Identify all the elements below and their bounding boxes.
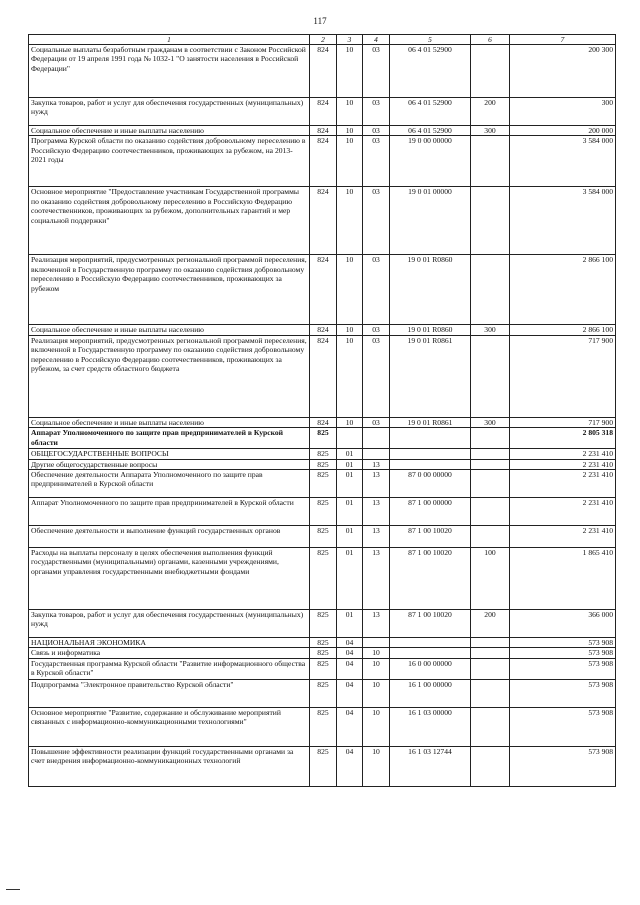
cell-sum: 200 000 [510,126,616,136]
cell-rz: 10 [337,187,363,255]
cell-gr: 824 [310,335,337,417]
cell-sum: 2 231 410 [510,459,616,469]
table-row [29,449,616,459]
cell-pr: 10 [363,746,390,786]
cell-csr: 87 1 00 10020 [390,548,471,610]
header-col-name: 1 [29,35,310,45]
cell-sum: 717 900 [510,417,616,427]
cell-csr: 19 0 01 R0861 [390,335,471,417]
cell-pr: 10 [363,658,390,679]
table-row [29,679,616,707]
table-row [29,459,616,469]
cell-rz: 10 [337,255,363,325]
cell-name: Аппарат Уполномоченного по защите прав предпринимателей в Курской области [29,498,310,526]
cell-gr: 824 [310,136,337,187]
cell-name: Аппарат Уполномоченного по защите прав предпринимателей в Курской области [29,428,310,449]
cell-rz: 10 [337,126,363,136]
table-row [29,610,616,638]
cell-pr: 10 [363,707,390,746]
cell-gr: 825 [310,638,337,648]
table-row [29,498,616,526]
cell-pr: 03 [363,417,390,427]
cell-name: Государственная программа Курской области "Развитие информационного общества в Курской области" [29,658,310,679]
cell-csr: 87 0 00 00000 [390,470,471,498]
cell-csr: 16 1 03 12744 [390,746,471,786]
cell-gr: 824 [310,126,337,136]
cell-vr [471,707,510,746]
table-row [29,638,616,648]
cell-vr [471,498,510,526]
cell-sum: 300 [510,98,616,126]
table-row [29,417,616,427]
cell-vr [471,449,510,459]
cell-name: Реализация мероприятий, предусмотренных региональной программой переселения, включенной в Государственную программу по оказанию содействия добровольному переселению в Российскую Федерацию соотечественников, проживающих за рубежом [29,255,310,325]
cell-name: Связь и информатика [29,648,310,658]
cell-vr [471,746,510,786]
cell-rz: 01 [337,449,363,459]
table-row [29,335,616,417]
cell-rz: 10 [337,136,363,187]
cell-vr [471,470,510,498]
cell-csr: 16 1 03 00000 [390,707,471,746]
cell-gr: 825 [310,746,337,786]
cell-pr: 10 [363,648,390,658]
cell-pr [363,449,390,459]
cell-rz: 10 [337,98,363,126]
cell-name: Программа Курской области по оказанию содействия добровольному переселению в Российскую Федерацию соотечественников, проживающих за рубежом, на 2013-2021 годы [29,136,310,187]
cell-name: ОБЩЕГОСУДАРСТВЕННЫЕ ВОПРОСЫ [29,449,310,459]
table-row [29,255,616,325]
cell-csr: 87 1 00 10020 [390,526,471,548]
cell-vr: 100 [471,548,510,610]
cell-sum: 200 300 [510,45,616,98]
cell-rz [337,428,363,449]
cell-sum: 573 908 [510,707,616,746]
cell-rz: 01 [337,470,363,498]
cell-name: Реализация мероприятий, предусмотренных региональной программой переселения, включенной в Государственную программу по оказанию содействия добровольному переселению в Российскую Федерацию соотечественников, проживающих за рубежом, за счет средств областного бюджета [29,335,310,417]
cell-csr: 19 0 01 R0860 [390,255,471,325]
cell-vr [471,335,510,417]
cell-sum: 573 908 [510,679,616,707]
cell-name: Социальные выплаты безработным гражданам в соответствии с Законом Российской Федерации от 19 апреля 1991 года № 1032-1 "О занятости населения в Российской Федерации" [29,45,310,98]
cell-gr: 824 [310,255,337,325]
cell-rz: 04 [337,648,363,658]
cell-pr: 03 [363,187,390,255]
cell-pr: 13 [363,470,390,498]
cell-gr: 824 [310,187,337,255]
cell-sum: 2 866 100 [510,255,616,325]
table-row [29,45,616,98]
cell-rz: 10 [337,45,363,98]
header-col-vr: 6 [471,35,510,45]
header-col-sum: 7 [510,35,616,45]
scan-mark [6,889,20,890]
cell-name: Повышение эффективности реализации функций государственными органами за счет внедрения информационно-коммуникационных технологий [29,746,310,786]
cell-sum: 2 231 410 [510,526,616,548]
cell-sum: 2 231 410 [510,449,616,459]
cell-name: НАЦИОНАЛЬНАЯ ЭКОНОМИКА [29,638,310,648]
cell-pr: 13 [363,459,390,469]
table-row [29,648,616,658]
cell-name: Основное мероприятие "Развитие, содержание и обслуживание мероприятий связанных с информационно-коммуникационными технологиями" [29,707,310,746]
cell-rz: 04 [337,658,363,679]
cell-vr [471,459,510,469]
cell-csr [390,459,471,469]
cell-gr: 825 [310,428,337,449]
cell-gr: 825 [310,707,337,746]
page-number: 117 [313,16,327,26]
cell-name: Основное мероприятие "Предоставление участникам Государственной программы по оказанию содействия добровольному переселению в Российскую Федерацию соотечественников, проживающих за рубежом, дополнительных гарантий и мер социальной поддержки" [29,187,310,255]
cell-name: Обеспечение деятельности и выполнение функций государственных органов [29,526,310,548]
cell-rz: 04 [337,638,363,648]
cell-sum: 573 908 [510,658,616,679]
cell-sum: 1 865 410 [510,548,616,610]
cell-name: Другие общегосударственные вопросы [29,459,310,469]
cell-pr: 03 [363,325,390,335]
cell-gr: 825 [310,459,337,469]
table-row [29,470,616,498]
cell-vr: 200 [471,98,510,126]
cell-pr: 13 [363,526,390,548]
cell-rz: 01 [337,548,363,610]
cell-csr: 87 1 00 00000 [390,498,471,526]
header-col-pr: 4 [363,35,390,45]
budget-table [28,34,616,787]
header-col-csr: 5 [390,35,471,45]
cell-name: Закупка товаров, работ и услуг для обеспечения государственных (муниципальных) нужд [29,610,310,638]
cell-gr: 825 [310,658,337,679]
cell-name: Расходы на выплаты персоналу в целях обеспечения выполнения функций государственными (муниципальными) органами, казенными учреждениями, органами управления государственными внебюджетными фондами [29,548,310,610]
header-col-rz: 3 [337,35,363,45]
cell-vr: 300 [471,325,510,335]
table-row [29,746,616,786]
table-header-row [29,35,616,45]
cell-csr [390,449,471,459]
cell-pr [363,638,390,648]
cell-rz: 01 [337,526,363,548]
cell-sum: 2 805 318 [510,428,616,449]
cell-name: Социальное обеспечение и иные выплаты населению [29,126,310,136]
cell-gr: 825 [310,449,337,459]
cell-rz: 01 [337,610,363,638]
cell-pr: 13 [363,548,390,610]
table-row [29,548,616,610]
cell-rz: 04 [337,707,363,746]
cell-rz: 10 [337,325,363,335]
cell-name: Обеспечение деятельности Аппарата Уполномоченного по защите прав предпринимателей в Курской области [29,470,310,498]
table-body [29,45,616,787]
cell-rz: 01 [337,498,363,526]
table-row [29,136,616,187]
cell-pr: 10 [363,679,390,707]
cell-sum: 2 231 410 [510,470,616,498]
cell-sum: 366 000 [510,610,616,638]
cell-gr: 824 [310,45,337,98]
cell-pr: 13 [363,498,390,526]
table-row [29,325,616,335]
cell-csr: 87 1 00 10020 [390,610,471,638]
table-row [29,98,616,126]
cell-sum: 573 908 [510,746,616,786]
cell-pr: 03 [363,45,390,98]
cell-pr: 03 [363,136,390,187]
cell-csr: 19 0 00 00000 [390,136,471,187]
cell-pr: 03 [363,126,390,136]
cell-rz: 04 [337,679,363,707]
cell-sum: 2 866 100 [510,325,616,335]
cell-sum: 573 908 [510,648,616,658]
cell-csr: 19 0 01 00000 [390,187,471,255]
cell-vr: 300 [471,126,510,136]
table-row [29,126,616,136]
cell-csr: 16 1 00 00000 [390,679,471,707]
cell-vr: 300 [471,417,510,427]
cell-gr: 825 [310,610,337,638]
cell-gr: 825 [310,648,337,658]
cell-pr: 03 [363,335,390,417]
cell-rz: 10 [337,417,363,427]
cell-pr [363,428,390,449]
cell-vr [471,45,510,98]
cell-gr: 825 [310,498,337,526]
cell-sum: 717 900 [510,335,616,417]
cell-name: Подпрограмма "Электронное правительство Курской области" [29,679,310,707]
cell-csr [390,638,471,648]
cell-csr: 06 4 01 52900 [390,45,471,98]
cell-rz: 10 [337,335,363,417]
cell-csr: 06 4 01 52900 [390,126,471,136]
cell-sum: 2 231 410 [510,498,616,526]
cell-gr: 825 [310,526,337,548]
header-col-gr: 2 [310,35,337,45]
cell-vr [471,658,510,679]
cell-name: Социальное обеспечение и иные выплаты населению [29,417,310,427]
cell-csr: 19 0 01 R0860 [390,325,471,335]
cell-csr [390,428,471,449]
cell-csr: 19 0 01 R0861 [390,417,471,427]
cell-vr [471,648,510,658]
cell-gr: 825 [310,679,337,707]
cell-vr [471,136,510,187]
cell-gr: 824 [310,417,337,427]
cell-vr: 200 [471,610,510,638]
cell-sum: 3 584 000 [510,136,616,187]
cell-gr: 825 [310,548,337,610]
cell-csr: 16 0 00 00000 [390,658,471,679]
cell-rz: 04 [337,746,363,786]
cell-rz: 01 [337,459,363,469]
table-row [29,187,616,255]
cell-vr [471,428,510,449]
table-row [29,707,616,746]
cell-vr [471,187,510,255]
cell-gr: 824 [310,325,337,335]
cell-csr [390,648,471,658]
table-row [29,526,616,548]
cell-csr: 06 4 01 52900 [390,98,471,126]
cell-pr: 03 [363,255,390,325]
cell-name: Закупка товаров, работ и услуг для обеспечения государственных (муниципальных) нужд [29,98,310,126]
cell-name: Социальное обеспечение и иные выплаты населению [29,325,310,335]
cell-vr [471,255,510,325]
cell-pr: 13 [363,610,390,638]
cell-vr [471,638,510,648]
cell-gr: 825 [310,470,337,498]
table-row [29,428,616,449]
cell-vr [471,526,510,548]
cell-sum: 573 908 [510,638,616,648]
cell-gr: 824 [310,98,337,126]
cell-vr [471,679,510,707]
table-row [29,658,616,679]
cell-sum: 3 584 000 [510,187,616,255]
cell-pr: 03 [363,98,390,126]
